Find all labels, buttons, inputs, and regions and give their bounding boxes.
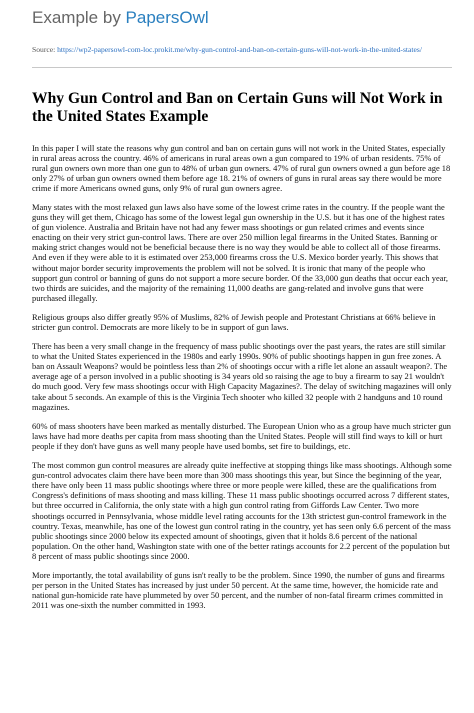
paragraph-2: Many states with the most relaxed gun laws also have some of the lowest crime rates in the country. If the people want the guns they will get them, Chicago has some of the lowest legal gun ownership in the U.S. but it has one of the highest rates of gun violence. Australia and Britain have not had any fewer mass shootings or gun related crimes and events since enacting on their very strict gun-control laws. There are over 250 million legal firearms in the United States. Banning or making strict changes would not be beneficial because there is no way they would be able to collect all of those firearms. And even if they were able to it is estimated over 253,000 firearms cross the U.S. Mexico border yearly. This shows that without major border security improvements the problem will not be solved. It is ironic that many of the people who support gun control or banning of guns do not support a more secure border. Of the 33,000 gun deaths that occur each year, two thirds are suicides, and the majority of the remaining 11,000 deaths are gang-related and involve guns that were purchased illegally. — [32, 201, 449, 303]
paragraph-1: In this paper I will state the reasons why gun control and ban on certain guns will not work in the United States, especially in rural areas across the country. 46% of americans in rural areas own a gun compared to 19% of urban residents. 75% of rural gun owners own more than one gun to 48% of urban gun owners. 47% of rural gun owners owned a gun before age 18 only 27% of urban gun owners owned them before age 18. 21% of owners of guns in rural areas say there would be more crime if more Americans owned guns, only 9% of rural gun owners agree. — [32, 142, 451, 193]
header-divider — [32, 67, 452, 68]
source-label: Source: — [32, 45, 58, 54]
source-link[interactable]: https://wp2-papersowl-com-loc.prokit.me/why-gun-control-and-ban-on-certain-guns-will-not-work-in-the-united-states/ — [57, 45, 422, 54]
paragraph-4: There has been a very small change in the frequency of mass public shootings over the past years, the rates are still similar to what the United States experienced in the 1980s and early 1990s. 90% of public shootings happen in gun free zones. A ban on Assault Weapons? would be pointless less than 2% of shootings occur with a rifle let alone an assault weapon?. The average age of a person involved in a public shooting is 34 years old so raising the age to buy a firearm to say 21 wouldn't do much good. Very few mass shootings occur with High Capacity Magazines?. The delay of switching magazines will only take about 5 seconds. An example of this is the Virginia Tech shooter who killed 32 people with 2 handguns and 10 round magazines. — [32, 341, 452, 412]
document-title: Why Gun Control and Ban on Certain Guns will Not Work in the United States Example — [32, 89, 443, 125]
header-brand[interactable]: PapersOwl — [125, 8, 209, 27]
source-line — [32, 45, 442, 55]
paragraph-5: 60% of mass shooters have been marked as mentally disturbed. The European Union who as a group have much stricter gun laws have had more deaths per capita from mass shooting than the United States. People will still find ways to kill or hurt people if they don't have guns as well many people have used bombs, set fire to buildings, etc. — [32, 420, 452, 451]
paragraph-6: The most common gun control measures are already quite ineffective at stopping things like mass shootings. Although some gun-control advocates claim there have been more than 300 mass shootings this year, but Since the beginning of the year, there have only been 11 mass public shootings where three or more people were killed, these are the qualifications from Congress's definitions of mass shooting and mass killing. These 11 mass public shootings occurred across 7 different states, but three occurred in California, the only state with a high gun control rating from Giffords Law Center. Two more shootings occurred in Pennsylvania, whose middle level rating accounts for the 13th strictest gun-control framework in the country. Texas, meanwhile, has one of the lowest gun control rating in the country, yet has seen only 6.6 percent of the mass public shootings since 2000 below its expected amount of shootings, given that it holds 8.6 percent of the national population. On the other hand, Washington state with one of the better ratings accounts for 2.2 percent of the population but 8 percent of mass public shootings since 2000. — [32, 460, 452, 561]
header-prefix: Example by — [32, 8, 126, 27]
paragraph-3: Religious groups also differ greatly 95% of Muslims, 82% of Jewish people and Protestant Christians at 66% believe in stricter gun control. Democrats are more likely to be in support of gun laws. — [32, 311, 436, 332]
page-header — [32, 0, 452, 35]
paragraph-7: More importantly, the total availability of guns isn't really to be the problem. Since 1990, the number of guns and firearms per person in the United States has increased by just under 50 percent. At the same time, however, the homicide rate and national gun-homicide rate have plummeted by over 50 percent, and the number of non-fatal firearm crimes committed in 2011 was one-sixth the number committed in 1993. — [32, 569, 445, 611]
